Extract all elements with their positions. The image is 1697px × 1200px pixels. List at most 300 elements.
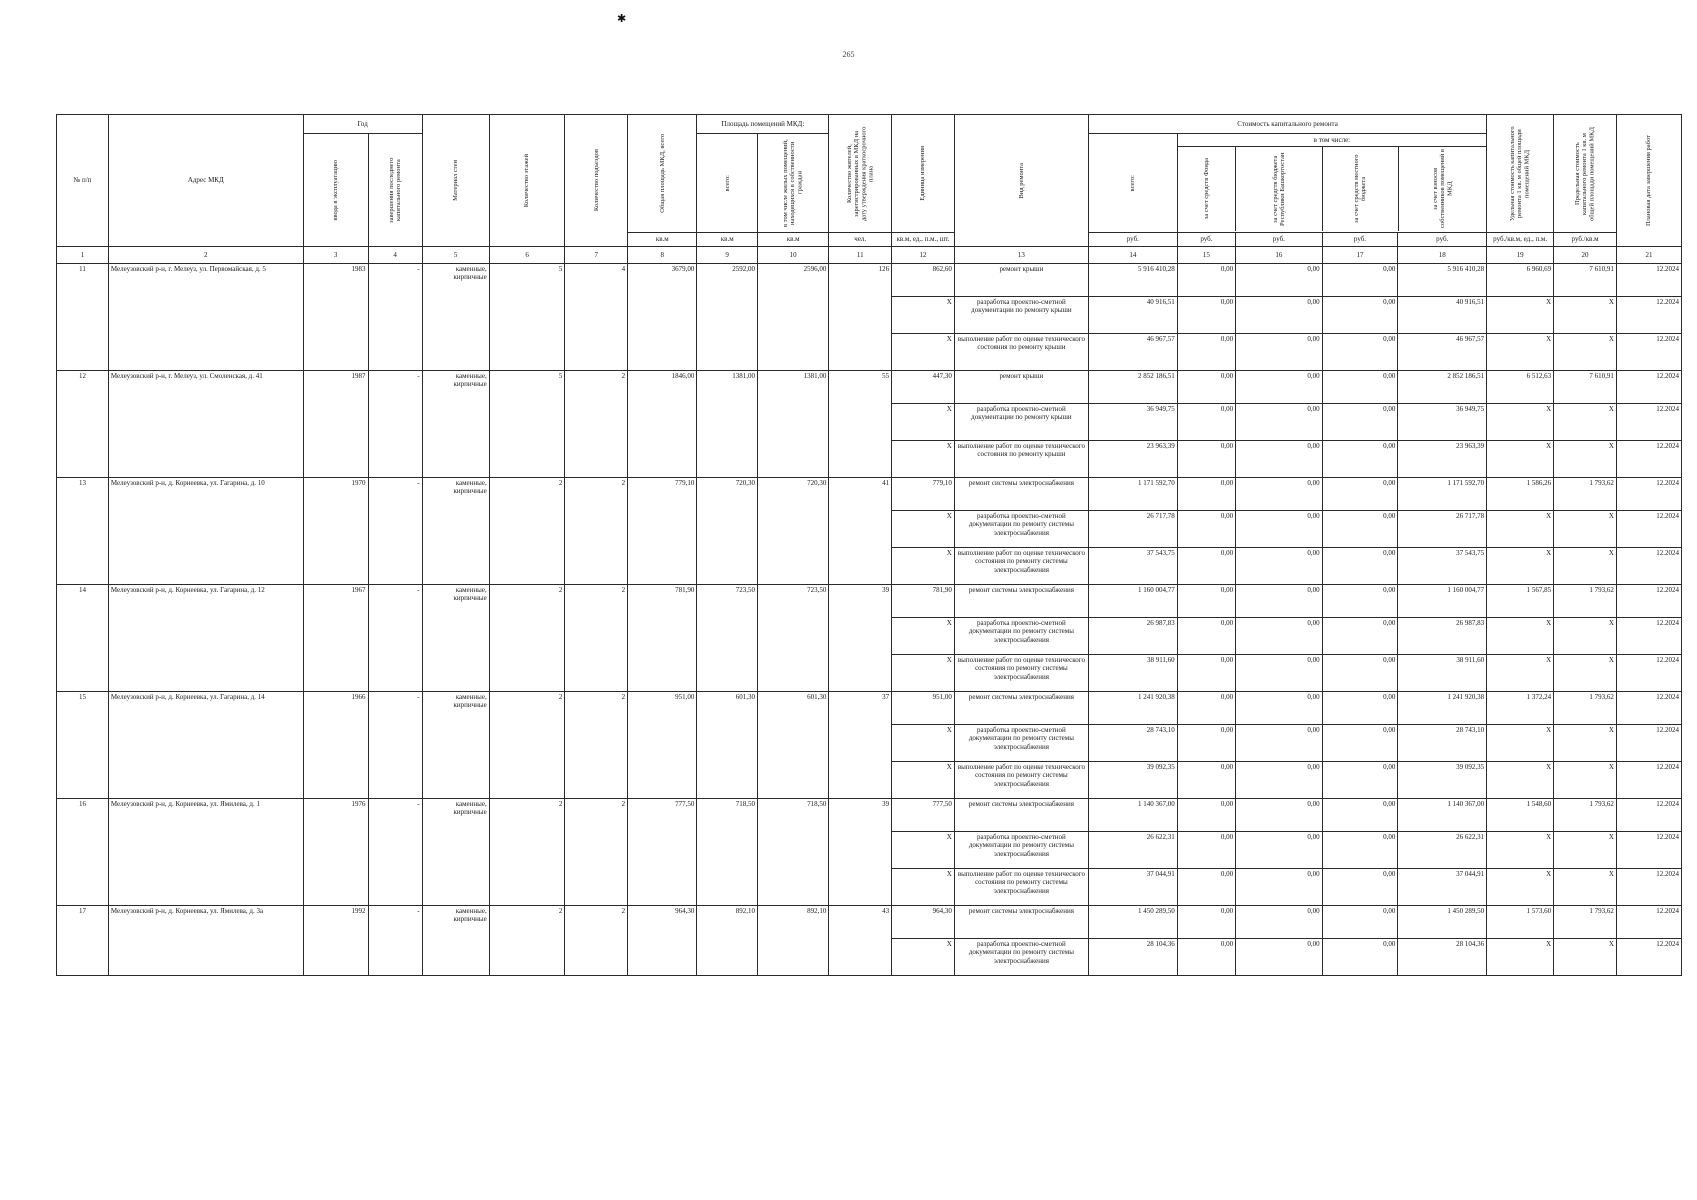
cell-max-cost: X bbox=[1554, 334, 1617, 371]
cell-cost-local: 0,00 bbox=[1322, 478, 1398, 511]
cell-planned-date: 12.2024 bbox=[1616, 297, 1681, 334]
cell-planned-date: 12.2024 bbox=[1616, 371, 1681, 404]
cell-cost-republic: 0,00 bbox=[1236, 478, 1323, 511]
cell-cost-fund: 0,00 bbox=[1177, 334, 1235, 371]
cell-cost-owners: 40 916,51 bbox=[1398, 297, 1487, 334]
cell-floors: 2 bbox=[489, 585, 565, 692]
cell-residents: 39 bbox=[829, 585, 892, 692]
cell-year: 1987 bbox=[303, 371, 368, 478]
unit-cost-republic: руб. bbox=[1236, 233, 1323, 247]
cell-unit: X bbox=[892, 762, 955, 799]
cell-material: каменные, кирпичные bbox=[422, 906, 489, 976]
cell-area-res: 720,30 bbox=[757, 478, 828, 585]
cell-unit: X bbox=[892, 511, 955, 548]
header-specific-cost: Удельная стоимость капитального ремонта 1 кв. м общей площади помещений МКД bbox=[1487, 115, 1554, 233]
cell-cost-fund: 0,00 bbox=[1177, 799, 1235, 832]
cell-planned-date: 12.2024 bbox=[1616, 832, 1681, 869]
cell-total-area: 3679,00 bbox=[628, 264, 697, 371]
unit-cost-owners: руб. bbox=[1398, 233, 1487, 247]
header-cost-republic: за счет средств бюджета Республики Башкортостан bbox=[1236, 147, 1322, 231]
cell-unit: X bbox=[892, 939, 955, 976]
cell-max-cost: X bbox=[1554, 869, 1617, 906]
table-header bbox=[57, 115, 1682, 264]
cell-work-type: выполнение работ по оценке технического состояния по ремонту крыши bbox=[954, 441, 1088, 478]
cell-total-area: 1846,00 bbox=[628, 371, 697, 478]
cell-cost-fund: 0,00 bbox=[1177, 585, 1235, 618]
cell-specific-cost: X bbox=[1487, 404, 1554, 441]
cell-residents: 126 bbox=[829, 264, 892, 371]
cell-work-type: ремонт крыши bbox=[954, 371, 1088, 404]
unit-total-area: кв.м bbox=[628, 233, 697, 247]
cell-max-cost: X bbox=[1554, 511, 1617, 548]
header-cost-group: Стоимость капитального ремонта bbox=[1088, 115, 1486, 134]
cell-max-cost: 1 793,62 bbox=[1554, 478, 1617, 511]
cell-last-repair: - bbox=[368, 692, 422, 799]
column-number: 19 bbox=[1487, 247, 1554, 264]
cell-unit: X bbox=[892, 441, 955, 478]
cell-cost-local: 0,00 bbox=[1322, 762, 1398, 799]
cell-max-cost: X bbox=[1554, 655, 1617, 692]
cell-max-cost: X bbox=[1554, 939, 1617, 976]
cell-specific-cost: 1 548,60 bbox=[1487, 799, 1554, 832]
column-number: 17 bbox=[1322, 247, 1398, 264]
cell-cost-owners: 28 104,36 bbox=[1398, 939, 1487, 976]
cell-residents: 43 bbox=[829, 906, 892, 976]
header-area-total: всего: bbox=[697, 134, 758, 233]
cell-cost-owners: 26 622,31 bbox=[1398, 832, 1487, 869]
cell-work-type: ремонт системы электроснабжения bbox=[954, 906, 1088, 939]
cell-cost-local: 0,00 bbox=[1322, 264, 1398, 297]
cell-unit: X bbox=[892, 334, 955, 371]
cell-entrances: 2 bbox=[565, 585, 628, 692]
cell-cost-local: 0,00 bbox=[1322, 655, 1398, 692]
cell-address: Мелеузовский р-н, д. Корнеевка, ул. Ямилева, д. 1 bbox=[108, 799, 303, 906]
cell-cost-local: 0,00 bbox=[1322, 297, 1398, 334]
cell-cost-owners: 26 717,78 bbox=[1398, 511, 1487, 548]
cell-cost-local: 0,00 bbox=[1322, 548, 1398, 585]
header-cost-owners: за счет взносов собственников помещений в МКД bbox=[1431, 149, 1453, 229]
column-number: 14 bbox=[1088, 247, 1177, 264]
cell-unit: 779,10 bbox=[892, 478, 955, 511]
cell-num: 17 bbox=[57, 906, 109, 976]
cell-cost-republic: 0,00 bbox=[1236, 939, 1323, 976]
cell-max-cost: X bbox=[1554, 441, 1617, 478]
cell-cost-owners: 23 963,39 bbox=[1398, 441, 1487, 478]
cell-total-area: 964,30 bbox=[628, 906, 697, 976]
cell-cost-fund: 0,00 bbox=[1177, 906, 1235, 939]
cell-cost-republic: 0,00 bbox=[1236, 655, 1323, 692]
cell-specific-cost: X bbox=[1487, 869, 1554, 906]
table-row bbox=[57, 264, 1682, 297]
cell-cost-fund: 0,00 bbox=[1177, 869, 1235, 906]
cell-unit: X bbox=[892, 869, 955, 906]
cell-area-all: 1381,00 bbox=[697, 371, 758, 478]
cell-cost-owners: 37 044,91 bbox=[1398, 869, 1487, 906]
cell-cost-republic: 0,00 bbox=[1236, 832, 1323, 869]
cell-max-cost: 1 793,62 bbox=[1554, 585, 1617, 618]
cell-specific-cost: 6 960,69 bbox=[1487, 264, 1554, 297]
cell-max-cost: 1 793,62 bbox=[1554, 799, 1617, 832]
cell-unit: X bbox=[892, 725, 955, 762]
cell-material: каменные, кирпичные bbox=[422, 799, 489, 906]
cell-work-type: выполнение работ по оценке технического состояния по ремонту системы электроснабжения bbox=[954, 762, 1088, 799]
cell-year: 1970 bbox=[303, 478, 368, 585]
cell-area-all: 718,50 bbox=[697, 799, 758, 906]
header-wall-material: Материал стен bbox=[422, 115, 489, 247]
cell-total-area: 951,00 bbox=[628, 692, 697, 799]
cell-work-type: разработка проектно-сметной документации по ремонту системы электроснабжения bbox=[954, 618, 1088, 655]
cell-work-type: ремонт системы электроснабжения bbox=[954, 692, 1088, 725]
cell-planned-date: 12.2024 bbox=[1616, 939, 1681, 976]
cell-area-res: 718,50 bbox=[757, 799, 828, 906]
header-floors: Количество этажей bbox=[489, 115, 565, 247]
cell-cost-republic: 0,00 bbox=[1236, 371, 1323, 404]
cell-specific-cost: 1 586,26 bbox=[1487, 478, 1554, 511]
cell-work-type: разработка проектно-сметной документации по ремонту крыши bbox=[954, 297, 1088, 334]
cell-specific-cost: 1 567,85 bbox=[1487, 585, 1554, 618]
column-number-row bbox=[57, 247, 1682, 264]
cell-cost-republic: 0,00 bbox=[1236, 404, 1323, 441]
cell-address: Мелеузовский р-н, д. Корнеевка, ул. Гагарина, д. 12 bbox=[108, 585, 303, 692]
table-body bbox=[57, 264, 1682, 976]
cell-last-repair: - bbox=[368, 799, 422, 906]
unit-area-all: кв.м bbox=[697, 233, 758, 247]
cell-unit: X bbox=[892, 404, 955, 441]
cell-planned-date: 12.2024 bbox=[1616, 762, 1681, 799]
cell-max-cost: 1 793,62 bbox=[1554, 906, 1617, 939]
cell-specific-cost: X bbox=[1487, 725, 1554, 762]
cell-planned-date: 12.2024 bbox=[1616, 906, 1681, 939]
cell-cost-total: 1 241 920,38 bbox=[1088, 692, 1177, 725]
cell-year: 1992 bbox=[303, 906, 368, 976]
header-work-type: Вид ремонта bbox=[954, 115, 1088, 247]
cell-cost-total: 26 622,31 bbox=[1088, 832, 1177, 869]
cell-specific-cost: X bbox=[1487, 762, 1554, 799]
header-including-group bbox=[1177, 134, 1486, 233]
cell-cost-republic: 0,00 bbox=[1236, 799, 1323, 832]
cell-address: Мелеузовский р-н, г. Мелеуз, ул. Первомайская, д. 5 bbox=[108, 264, 303, 371]
unit-specific-cost: руб./кв.м, ед., п.м. bbox=[1487, 233, 1554, 247]
cell-unit: 862,60 bbox=[892, 264, 955, 297]
cell-cost-total: 2 852 186,51 bbox=[1088, 371, 1177, 404]
cell-material: каменные, кирпичные bbox=[422, 371, 489, 478]
cell-last-repair: - bbox=[368, 264, 422, 371]
cell-entrances: 2 bbox=[565, 799, 628, 906]
cell-specific-cost: 1 573,60 bbox=[1487, 906, 1554, 939]
cell-planned-date: 12.2024 bbox=[1616, 585, 1681, 618]
header-year-commission: ввода в эксплуатацию bbox=[303, 134, 368, 247]
cell-cost-fund: 0,00 bbox=[1177, 478, 1235, 511]
cell-cost-total: 46 967,57 bbox=[1088, 334, 1177, 371]
cell-specific-cost: X bbox=[1487, 548, 1554, 585]
cell-unit: X bbox=[892, 297, 955, 334]
header-total-area: Общая площадь МКД, всего bbox=[628, 115, 697, 233]
cell-cost-local: 0,00 bbox=[1322, 906, 1398, 939]
cell-max-cost: X bbox=[1554, 832, 1617, 869]
cell-year: 1976 bbox=[303, 799, 368, 906]
cell-planned-date: 12.2024 bbox=[1616, 692, 1681, 725]
cell-total-area: 781,90 bbox=[628, 585, 697, 692]
cell-work-type: выполнение работ по оценке технического состояния по ремонту системы электроснабжения bbox=[954, 655, 1088, 692]
unit-cost-total: руб. bbox=[1088, 233, 1177, 247]
cell-address: Мелеузовский р-н, д. Корнеевка, ул. Гагарина, д. 10 bbox=[108, 478, 303, 585]
cell-cost-total: 26 987,83 bbox=[1088, 618, 1177, 655]
cell-floors: 2 bbox=[489, 906, 565, 976]
cell-cost-fund: 0,00 bbox=[1177, 441, 1235, 478]
cell-specific-cost: X bbox=[1487, 832, 1554, 869]
cell-last-repair: - bbox=[368, 478, 422, 585]
cell-area-all: 2592,00 bbox=[697, 264, 758, 371]
cell-floors: 2 bbox=[489, 799, 565, 906]
cell-entrances: 4 bbox=[565, 264, 628, 371]
table-row bbox=[57, 692, 1682, 725]
cell-max-cost: 7 610,91 bbox=[1554, 264, 1617, 297]
cell-area-res: 2596,00 bbox=[757, 264, 828, 371]
cell-planned-date: 12.2024 bbox=[1616, 799, 1681, 832]
cell-work-type: разработка проектно-сметной документации по ремонту системы электроснабжения bbox=[954, 832, 1088, 869]
cell-area-all: 720,30 bbox=[697, 478, 758, 585]
header-cost-fund: за счет средств Фонда bbox=[1178, 147, 1237, 231]
cell-cost-owners: 28 743,10 bbox=[1398, 725, 1487, 762]
cell-cost-total: 1 171 592,70 bbox=[1088, 478, 1177, 511]
cell-planned-date: 12.2024 bbox=[1616, 264, 1681, 297]
cell-specific-cost: 6 512,63 bbox=[1487, 371, 1554, 404]
cell-cost-republic: 0,00 bbox=[1236, 585, 1323, 618]
table-row bbox=[57, 478, 1682, 511]
cell-specific-cost: X bbox=[1487, 334, 1554, 371]
cell-area-all: 892,10 bbox=[697, 906, 758, 976]
cell-specific-cost: X bbox=[1487, 441, 1554, 478]
cell-cost-owners: 26 987,83 bbox=[1398, 618, 1487, 655]
cell-cost-owners: 5 916 410,28 bbox=[1398, 264, 1487, 297]
cell-work-type: разработка проектно-сметной документации по ремонту системы электроснабжения bbox=[954, 511, 1088, 548]
cell-entrances: 2 bbox=[565, 478, 628, 585]
cell-cost-total: 28 104,36 bbox=[1088, 939, 1177, 976]
header-year-last-repair: завершения последнего капитального ремонта bbox=[368, 134, 422, 247]
cell-material: каменные, кирпичные bbox=[422, 692, 489, 799]
header-planned-date: Плановая дата завершения работ bbox=[1616, 115, 1681, 247]
cell-cost-total: 26 717,78 bbox=[1088, 511, 1177, 548]
cell-cost-republic: 0,00 bbox=[1236, 548, 1323, 585]
page-number: 265 bbox=[842, 50, 855, 59]
cell-last-repair: - bbox=[368, 371, 422, 478]
header-area-residential: в том числе жилых помещений, находящихся в собственности граждан bbox=[757, 134, 828, 233]
cell-max-cost: X bbox=[1554, 548, 1617, 585]
cell-cost-local: 0,00 bbox=[1322, 618, 1398, 655]
cell-work-type: выполнение работ по оценке технического состояния по ремонту системы электроснабжения bbox=[954, 869, 1088, 906]
column-number: 15 bbox=[1177, 247, 1235, 264]
cell-cost-republic: 0,00 bbox=[1236, 511, 1323, 548]
cell-residents: 39 bbox=[829, 799, 892, 906]
cell-work-type: ремонт крыши bbox=[954, 264, 1088, 297]
column-number: 9 bbox=[697, 247, 758, 264]
cell-unit: X bbox=[892, 655, 955, 692]
cell-unit: X bbox=[892, 618, 955, 655]
cell-work-type: разработка проектно-сметной документации по ремонту системы электроснабжения bbox=[954, 725, 1088, 762]
cell-cost-fund: 0,00 bbox=[1177, 692, 1235, 725]
cell-cost-fund: 0,00 bbox=[1177, 655, 1235, 692]
cell-material: каменные, кирпичные bbox=[422, 478, 489, 585]
cell-cost-owners: 1 160 004,77 bbox=[1398, 585, 1487, 618]
cell-cost-total: 37 543,75 bbox=[1088, 548, 1177, 585]
cell-specific-cost: X bbox=[1487, 297, 1554, 334]
cell-cost-fund: 0,00 bbox=[1177, 511, 1235, 548]
cell-entrances: 2 bbox=[565, 371, 628, 478]
cell-residents: 41 bbox=[829, 478, 892, 585]
cell-max-cost: 1 793,62 bbox=[1554, 692, 1617, 725]
column-number: 18 bbox=[1398, 247, 1487, 264]
cell-work-type: разработка проектно-сметной документации по ремонту системы электроснабжения bbox=[954, 939, 1088, 976]
cell-cost-fund: 0,00 bbox=[1177, 832, 1235, 869]
cell-cost-fund: 0,00 bbox=[1177, 618, 1235, 655]
cell-max-cost: 7 610,91 bbox=[1554, 371, 1617, 404]
column-number: 5 bbox=[422, 247, 489, 264]
header-year-group: Год bbox=[303, 115, 422, 134]
cell-cost-local: 0,00 bbox=[1322, 869, 1398, 906]
cell-address: Мелеузовский р-н, д. Корнеевка, ул. Ямилева, д. 3а bbox=[108, 906, 303, 976]
cell-area-res: 723,50 bbox=[757, 585, 828, 692]
unit-area-res: кв.м bbox=[757, 233, 828, 247]
cell-last-repair: - bbox=[368, 906, 422, 976]
unit-measure: кв.м, ед., п.м., шт. bbox=[892, 233, 955, 247]
cell-work-type: ремонт системы электроснабжения bbox=[954, 799, 1088, 832]
cell-cost-total: 38 911,60 bbox=[1088, 655, 1177, 692]
cell-cost-total: 5 916 410,28 bbox=[1088, 264, 1177, 297]
cell-floors: 2 bbox=[489, 692, 565, 799]
cell-cost-owners: 38 911,60 bbox=[1398, 655, 1487, 692]
cell-unit: 447,30 bbox=[892, 371, 955, 404]
scan-artifact-mark: ✱ bbox=[617, 13, 627, 25]
cell-cost-republic: 0,00 bbox=[1236, 618, 1323, 655]
cell-specific-cost: X bbox=[1487, 618, 1554, 655]
table-row bbox=[57, 799, 1682, 832]
cell-work-type: выполнение работ по оценке технического состояния по ремонту крыши bbox=[954, 334, 1088, 371]
cell-cost-total: 36 949,75 bbox=[1088, 404, 1177, 441]
cell-area-all: 723,50 bbox=[697, 585, 758, 692]
cell-cost-local: 0,00 bbox=[1322, 725, 1398, 762]
cell-specific-cost: X bbox=[1487, 655, 1554, 692]
header-residents: Количество жителей, зарегистрированных в МКД на дату утверждения краткосрочного плана bbox=[829, 115, 892, 233]
cell-area-all: 601,30 bbox=[697, 692, 758, 799]
cell-cost-total: 1 160 004,77 bbox=[1088, 585, 1177, 618]
header-address: Адрес МКД bbox=[108, 115, 303, 247]
cell-planned-date: 12.2024 bbox=[1616, 441, 1681, 478]
header-premises-group: Площадь помещений МКД: bbox=[697, 115, 829, 134]
header-unit-measure: Единица измерения bbox=[892, 115, 955, 233]
cell-cost-owners: 2 852 186,51 bbox=[1398, 371, 1487, 404]
unit-residents: чел. bbox=[829, 233, 892, 247]
cell-total-area: 779,10 bbox=[628, 478, 697, 585]
cell-cost-fund: 0,00 bbox=[1177, 762, 1235, 799]
cell-year: 1966 bbox=[303, 692, 368, 799]
table-row bbox=[57, 906, 1682, 939]
cell-address: Мелеузовский р-н, г. Мелеуз, ул. Смоленская, д. 41 bbox=[108, 371, 303, 478]
cell-num: 14 bbox=[57, 585, 109, 692]
cell-area-res: 1381,00 bbox=[757, 371, 828, 478]
cell-planned-date: 12.2024 bbox=[1616, 511, 1681, 548]
cell-cost-owners: 36 949,75 bbox=[1398, 404, 1487, 441]
cell-cost-total: 28 743,10 bbox=[1088, 725, 1177, 762]
cell-max-cost: X bbox=[1554, 404, 1617, 441]
cell-cost-republic: 0,00 bbox=[1236, 725, 1323, 762]
cell-planned-date: 12.2024 bbox=[1616, 618, 1681, 655]
unit-max-cost: руб./кв.м bbox=[1554, 233, 1617, 247]
cell-cost-total: 1 450 289,50 bbox=[1088, 906, 1177, 939]
cell-cost-local: 0,00 bbox=[1322, 585, 1398, 618]
cell-area-res: 601,30 bbox=[757, 692, 828, 799]
unit-cost-local: руб. bbox=[1322, 233, 1398, 247]
cell-residents: 55 bbox=[829, 371, 892, 478]
cell-cost-republic: 0,00 bbox=[1236, 869, 1323, 906]
cell-cost-local: 0,00 bbox=[1322, 832, 1398, 869]
cell-cost-local: 0,00 bbox=[1322, 799, 1398, 832]
cell-floors: 2 bbox=[489, 478, 565, 585]
cell-cost-owners: 1 450 289,50 bbox=[1398, 906, 1487, 939]
cell-cost-local: 0,00 bbox=[1322, 334, 1398, 371]
column-number: 7 bbox=[565, 247, 628, 264]
cell-planned-date: 12.2024 bbox=[1616, 725, 1681, 762]
header-entrances: Количество подъездов bbox=[565, 115, 628, 247]
cell-material: каменные, кирпичные bbox=[422, 585, 489, 692]
cell-planned-date: 12.2024 bbox=[1616, 869, 1681, 906]
column-number: 11 bbox=[829, 247, 892, 264]
header-cost-local: за счет средств местного бюджета bbox=[1323, 147, 1399, 231]
cell-specific-cost: X bbox=[1487, 939, 1554, 976]
cell-num: 15 bbox=[57, 692, 109, 799]
column-number: 4 bbox=[368, 247, 422, 264]
header-num: № п/п bbox=[57, 115, 109, 247]
cell-cost-total: 1 140 367,00 bbox=[1088, 799, 1177, 832]
cell-floors: 5 bbox=[489, 264, 565, 371]
cell-max-cost: X bbox=[1554, 725, 1617, 762]
cell-work-type: разработка проектно-сметной документации по ремонту крыши bbox=[954, 404, 1088, 441]
cell-cost-fund: 0,00 bbox=[1177, 371, 1235, 404]
cell-cost-owners: 1 241 920,38 bbox=[1398, 692, 1487, 725]
cell-last-repair: - bbox=[368, 585, 422, 692]
cell-max-cost: X bbox=[1554, 297, 1617, 334]
column-number: 6 bbox=[489, 247, 565, 264]
cell-work-type: ремонт системы электроснабжения bbox=[954, 585, 1088, 618]
column-number: 13 bbox=[954, 247, 1088, 264]
column-number: 3 bbox=[303, 247, 368, 264]
column-number: 1 bbox=[57, 247, 109, 264]
cell-cost-local: 0,00 bbox=[1322, 404, 1398, 441]
cell-cost-republic: 0,00 bbox=[1236, 441, 1323, 478]
cell-cost-fund: 0,00 bbox=[1177, 939, 1235, 976]
cell-cost-total: 40 916,51 bbox=[1088, 297, 1177, 334]
cell-cost-republic: 0,00 bbox=[1236, 906, 1323, 939]
cell-unit: 964,30 bbox=[892, 906, 955, 939]
header-max-cost: Предельная стоимость капитального ремонта 1 кв. м общей площади помещений МКД bbox=[1554, 115, 1617, 233]
cell-cost-total: 37 044,91 bbox=[1088, 869, 1177, 906]
column-number: 12 bbox=[892, 247, 955, 264]
cell-material: каменные, кирпичные bbox=[422, 264, 489, 371]
cell-num: 11 bbox=[57, 264, 109, 371]
cell-num: 13 bbox=[57, 478, 109, 585]
cell-cost-fund: 0,00 bbox=[1177, 404, 1235, 441]
table-row bbox=[57, 585, 1682, 618]
cell-cost-republic: 0,00 bbox=[1236, 264, 1323, 297]
cell-cost-owners: 39 092,35 bbox=[1398, 762, 1487, 799]
cell-planned-date: 12.2024 bbox=[1616, 334, 1681, 371]
cell-unit: X bbox=[892, 548, 955, 585]
column-number: 20 bbox=[1554, 247, 1617, 264]
cell-unit: 777,50 bbox=[892, 799, 955, 832]
cell-planned-date: 12.2024 bbox=[1616, 548, 1681, 585]
header-including-label: в том числе: bbox=[1178, 134, 1486, 147]
cell-total-area: 777,50 bbox=[628, 799, 697, 906]
capital-repair-table bbox=[56, 114, 1682, 976]
